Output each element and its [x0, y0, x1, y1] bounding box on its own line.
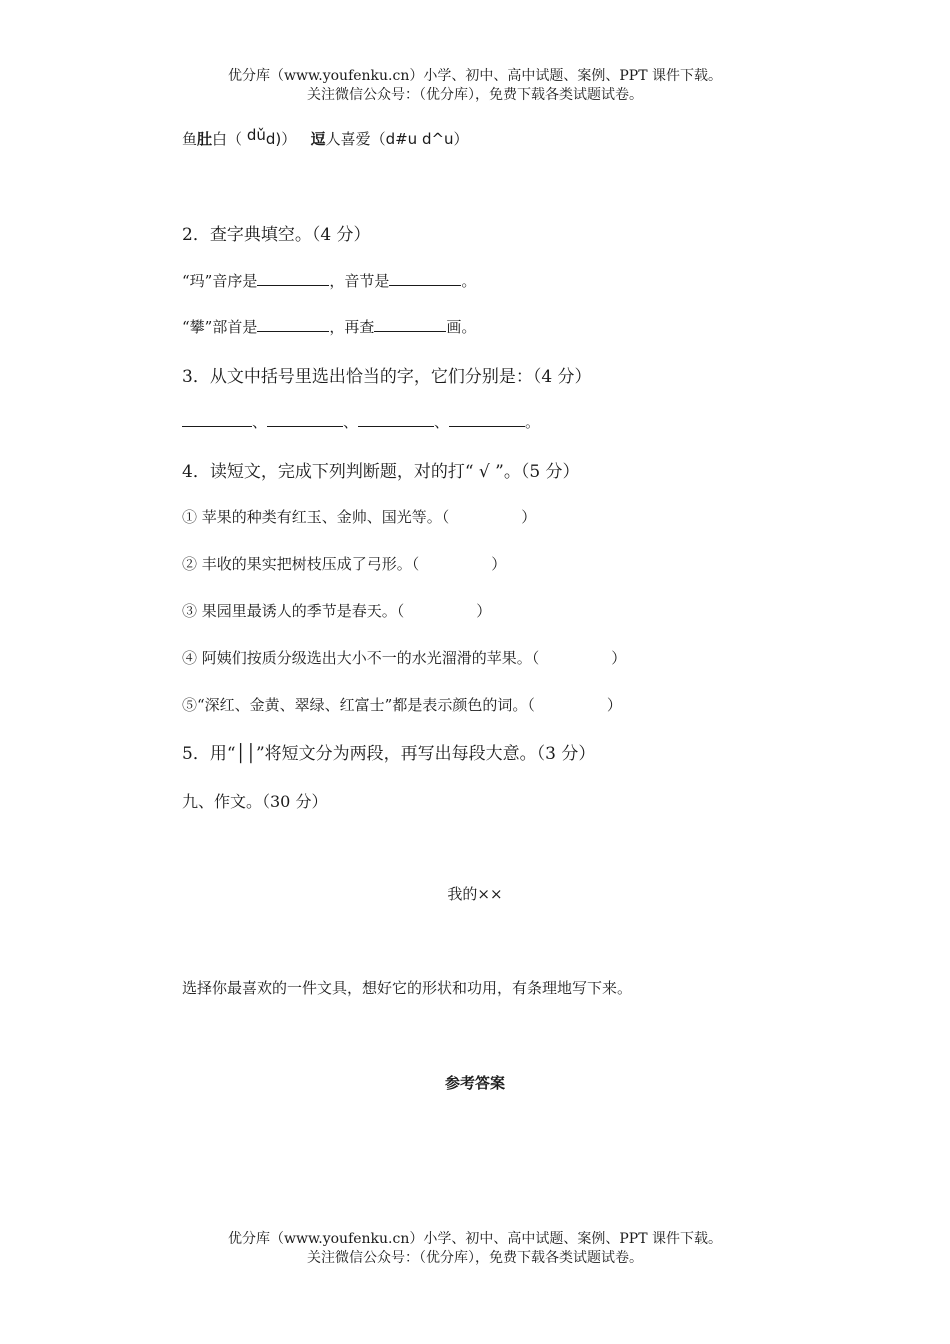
q3-end: 。 [525, 413, 541, 431]
q4-close: ） [521, 508, 537, 526]
header-line-2: 关注微信公众号：（优分库），免费下载各类试题试卷。 [307, 87, 643, 103]
word1-end: d)） [265, 130, 297, 148]
blank[interactable] [257, 271, 329, 286]
q4-item-3 [182, 600, 491, 621]
footer-line-1: 优分库（www.youfenku.cn）小学、初中、高中试题、案例、PPT 课件下载。 [227, 1231, 722, 1247]
q4-item-text: ④ 阿姨们按质分级选出大小不一的水光溜滑的苹果。（ [182, 649, 540, 667]
q4-item-text: ② 丰收的果实把树枝压成了弓形。（ [182, 555, 420, 573]
blank[interactable] [257, 317, 329, 332]
q4-item-text: ⑤“深红、金黄、翠绿、红富士”都是表示颜色的词。（ [182, 696, 535, 714]
q2-line-2 [182, 316, 476, 337]
q4-title: 4．读短文，完成下列判断题，对的打“ √ ”。（5 分） [182, 462, 580, 482]
q3-sep: 、 [343, 413, 359, 431]
blank[interactable] [182, 412, 252, 427]
section9-title: 九、作文。（30 分） [182, 792, 328, 811]
pinyin-line [182, 128, 469, 149]
footer-line-2: 关注微信公众号：（优分库），免费下载各类试题试卷。 [307, 1250, 643, 1266]
answers-title: 参考答案 [444, 1074, 505, 1092]
word2-post: 人喜爱（ [325, 130, 386, 148]
q2-l1-b: ，音节是 [329, 272, 390, 290]
q2-title: 2．查字典填空。（4 分） [182, 225, 371, 245]
q2-line-1 [182, 270, 476, 291]
q4-item-text: ① 苹果的种类有红玉、金帅、国光等。（ [182, 508, 450, 526]
blank[interactable] [267, 412, 343, 427]
blank[interactable] [358, 412, 434, 427]
q4-item-text: ③ 果园里最诱人的季节是春天。（ [182, 602, 405, 620]
q4-item-2 [182, 553, 506, 574]
q2-l2-b: ，再查 [329, 318, 375, 336]
q5-title: 5．用“││”将短文分为两段，再写出每段大意。（3 分） [182, 744, 596, 764]
q4-item-1 [182, 506, 536, 527]
q4-item-4 [182, 647, 626, 668]
q4-close: ） [476, 602, 492, 620]
q3-blanks [182, 411, 540, 432]
q3-sep: 、 [434, 413, 450, 431]
q4-item-5 [182, 694, 622, 715]
q4-close: ） [611, 649, 627, 667]
q4-close: ） [606, 696, 622, 714]
blank[interactable] [449, 412, 525, 427]
essay-title: 我的×× [447, 885, 503, 903]
q4-close: ） [491, 555, 507, 573]
word1-pinyin: dǔ [246, 126, 266, 144]
q3-title: 3．从文中括号里选出恰当的字，它们分别是：（4 分） [182, 367, 592, 387]
essay-prompt: 选择你最喜欢的一件文具，想好它的形状和功用，有条理地写下来。 [182, 979, 633, 997]
word1-prefix: 鱼 [182, 130, 198, 148]
blank[interactable] [389, 271, 461, 286]
word2-bold: 逗 [310, 130, 326, 148]
blank[interactable] [374, 317, 446, 332]
q2-l1-c: 。 [461, 272, 477, 290]
word1-post: 白（ [212, 130, 243, 148]
q2-l2-c: 画。 [446, 318, 477, 336]
q3-sep: 、 [252, 413, 268, 431]
word2-pinyin: d#u d^u [385, 130, 454, 148]
word2-end: ） [453, 130, 469, 148]
q2-l1-a: “玛”音序是 [182, 272, 258, 290]
header-line-1: 优分库（www.youfenku.cn）小学、初中、高中试题、案例、PPT 课件下载。 [227, 68, 722, 84]
word1-bold: 肚 [197, 130, 213, 148]
q2-l2-a: “攀”部首是 [182, 318, 258, 336]
